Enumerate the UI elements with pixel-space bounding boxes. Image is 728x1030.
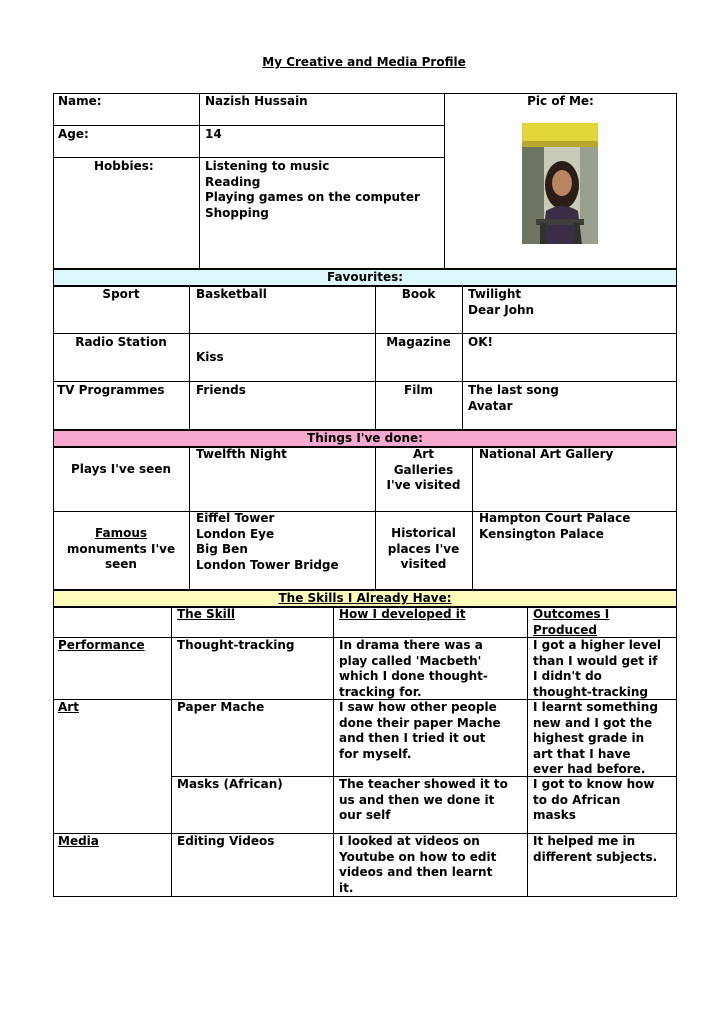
- historical-label-line: visited: [400, 557, 447, 571]
- skill-how: [339, 834, 496, 896]
- skill-outcome-line: art that I have: [533, 746, 631, 761]
- skills-col-outcomes-line: Outcomes I: [533, 607, 610, 621]
- historical-label: [375, 526, 472, 573]
- skill-how-line: it.: [339, 880, 354, 895]
- profile-photo-illustration: [522, 123, 598, 244]
- historical-label-line: places I've: [387, 541, 460, 556]
- skill-category: Media: [58, 834, 99, 848]
- monuments-label-line: seen: [105, 557, 137, 571]
- hobby-item: Shopping: [205, 205, 269, 220]
- galleries-value: National Art Gallery: [479, 447, 614, 461]
- skill-outcome-line: different subjects.: [533, 849, 658, 864]
- skills-col-how: How I developed it: [339, 607, 466, 621]
- skill-outcome-line: new and I got the: [533, 715, 653, 730]
- skill-outcome-line: highest grade in: [533, 731, 645, 745]
- skill-outcome-line: thought-tracking: [533, 684, 649, 699]
- skill-how-line: The teacher showed it to: [339, 777, 508, 791]
- film-item: The last song: [468, 383, 559, 397]
- historical-item: Hampton Court Palace: [479, 511, 631, 525]
- skill-how-line: In drama there was a: [339, 638, 483, 652]
- magazine-label: Magazine: [386, 335, 451, 349]
- skill-category: Performance: [58, 638, 145, 652]
- document-title: My Creative and Media Profile: [262, 55, 466, 69]
- galleries-label: [375, 447, 472, 494]
- skills-col-outcomes: [533, 607, 609, 638]
- monument-item: Big Ben: [196, 542, 248, 556]
- plays-label: Plays I've seen: [70, 462, 172, 476]
- skill-how-line: play called 'Macbeth': [339, 653, 482, 668]
- skill-how-line: tracking for.: [339, 684, 422, 699]
- book-label: Book: [401, 287, 436, 301]
- skill-how-line: videos and then learnt: [339, 865, 493, 879]
- monuments-label-line: monuments I've: [66, 541, 176, 556]
- things-done-header: Things I've done:: [53, 430, 677, 447]
- skill-how-line: and then I tried it out: [339, 731, 486, 745]
- name-label: Name:: [58, 94, 102, 108]
- sport-value: Basketball: [196, 287, 267, 301]
- skills-header: The Skills I Already Have:: [53, 590, 677, 607]
- skill-name: Thought-tracking: [177, 638, 295, 652]
- skill-outcome-line: I didn't do: [533, 669, 602, 683]
- skill-name: Editing Videos: [177, 834, 275, 848]
- skill-outcome-line: I got to know how: [533, 777, 655, 791]
- film-values: [468, 383, 559, 414]
- magazine-value: OK!: [468, 335, 493, 349]
- film-label: Film: [404, 383, 433, 397]
- pic-label: Pic of Me:: [527, 94, 594, 108]
- book-item: Twilight: [468, 287, 522, 301]
- hobbies-label: Hobbies:: [94, 159, 154, 173]
- skill-how: [339, 638, 488, 700]
- skill-how-line: Youtube on how to edit: [339, 849, 497, 864]
- skill-outcome: [533, 638, 661, 700]
- skill-name: Paper Mache: [177, 700, 265, 714]
- hobby-item: Playing games on the computer: [205, 190, 420, 204]
- historical-label-line: Historical: [391, 526, 456, 540]
- tv-label: TV Programmes: [57, 383, 165, 397]
- skill-outcome-line: It helped me in: [533, 834, 636, 848]
- favourites-table: [53, 286, 677, 430]
- skills-col-skill: The Skill: [177, 607, 236, 621]
- galleries-label-line: I've visited: [386, 478, 461, 492]
- age-label: Age:: [58, 127, 89, 141]
- tv-value: Friends: [196, 383, 246, 397]
- skill-outcome-line: than I would get if: [533, 653, 658, 668]
- skill-outcome: [533, 700, 658, 778]
- book-item: Dear John: [468, 302, 535, 317]
- plays-value: Twelfth Night: [196, 447, 287, 461]
- skill-outcome-line: I got a higher level: [533, 638, 662, 652]
- monuments-label: [53, 526, 189, 573]
- skill-how-line: done their paper Mache: [339, 715, 501, 730]
- skill-how: [339, 700, 501, 762]
- hobby-item: Reading: [205, 174, 261, 189]
- sport-label: Sport: [102, 287, 140, 301]
- skill-how-line: for myself.: [339, 746, 412, 761]
- skill-how-line: I saw how other people: [339, 700, 497, 714]
- monuments-label-line: Famous: [94, 526, 148, 540]
- profile-photo: [522, 123, 598, 244]
- film-item: Avatar: [468, 398, 513, 413]
- skill-name: Masks (African): [177, 777, 283, 791]
- favourites-header: Favourites:: [53, 269, 677, 286]
- skill-how-line: I looked at videos on: [339, 834, 480, 848]
- book-values: [468, 287, 534, 318]
- skill-how-line: our self: [339, 808, 391, 822]
- monument-item: Eiffel Tower: [196, 511, 275, 525]
- hobby-item: Listening to music: [205, 159, 330, 173]
- historical-item: Kensington Palace: [479, 526, 604, 541]
- monument-item: London Eye: [196, 526, 275, 541]
- skill-how: [339, 777, 508, 824]
- radio-label: Radio Station: [75, 335, 167, 349]
- monument-item: London Tower Bridge: [196, 557, 339, 572]
- age-value: 14: [205, 127, 222, 141]
- skill-how-line: which I done thought-: [339, 669, 488, 683]
- skills-col-outcomes-line: Produced: [533, 622, 597, 637]
- skill-how-line: us and then we done it: [339, 792, 495, 807]
- historical-values: [479, 511, 630, 542]
- galleries-label-line: Art: [413, 447, 434, 461]
- galleries-label-line: Galleries: [393, 462, 454, 477]
- hobbies-list: [205, 159, 420, 221]
- skill-outcome-line: I learnt something: [533, 700, 658, 714]
- skill-outcome-line: masks: [533, 808, 576, 822]
- radio-value: Kiss: [196, 350, 224, 364]
- skill-category: Art: [58, 700, 79, 714]
- skill-outcome: [533, 834, 657, 865]
- skill-outcome: [533, 777, 654, 824]
- name-value: Nazish Hussain: [205, 94, 308, 108]
- skill-outcome-line: to do African: [533, 792, 621, 807]
- monuments-values: [196, 511, 339, 573]
- skill-outcome-line: ever had before.: [533, 762, 646, 776]
